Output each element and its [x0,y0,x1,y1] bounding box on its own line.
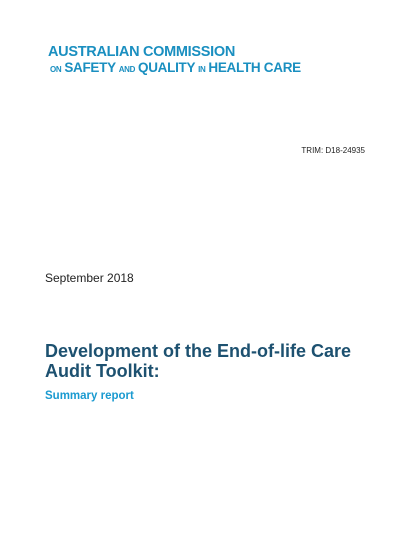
commission-logo [48,44,301,77]
logo-word-safety: SAFETY [64,60,116,75]
publication-date: September 2018 [45,271,134,285]
logo-word-and: AND [118,65,136,74]
logo-word-in: IN [198,65,206,74]
document-title: Development of the End-of-life Care Audit Toolkit: [45,341,352,381]
trim-reference: TRIM: D18-24935 [301,146,365,155]
logo-word-on: ON [50,65,62,74]
logo-word-health-care: HEALTH CARE [208,60,301,75]
logo-line-2 [50,60,301,77]
logo-word-quality: QUALITY [138,60,196,75]
document-subtitle: Summary report [45,390,134,402]
logo-line-1: AUSTRALIAN COMMISSION [48,44,236,60]
